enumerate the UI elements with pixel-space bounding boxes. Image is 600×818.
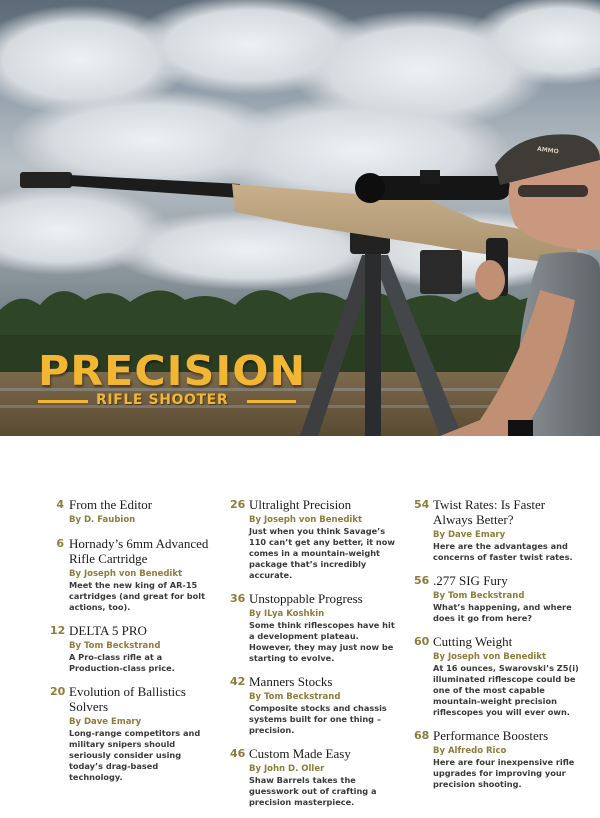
page-number: 26 — [230, 498, 246, 511]
magazine-title — [38, 347, 307, 410]
page-number: 36 — [230, 592, 246, 605]
article-description: Meet the new king of AR-15 cartridges (and great for bolt actions, too). — [69, 580, 206, 612]
page-number: 60 — [414, 635, 430, 648]
article-description: Long-range competitors and military snipers should seriously consider using today’s drag-based technology. — [69, 728, 201, 782]
article-author: By Joseph von Benedikt — [69, 569, 183, 579]
article-title: Unstoppable Progress — [249, 591, 363, 606]
article-title: Evolution of Ballistics Solvers — [69, 684, 186, 714]
article-author: By Dave Emary — [433, 530, 506, 540]
article-description: Shaw Barrels takes the guesswork out of crafting a precision masterpiece. — [249, 775, 377, 807]
article-title: DELTA 5 PRO — [69, 623, 147, 638]
article-author: By Dave Emary — [69, 717, 142, 727]
article-author: By Alfredo Rico — [433, 746, 507, 756]
article-description: At 16 ounces, Swarovski’s Z5(i) illuminated riflescope could be one of the most capable mountain-weight precision riflescopes you will ever own. — [433, 663, 579, 717]
title-precision: PRECISION — [38, 347, 307, 395]
toc-entry[interactable] — [230, 746, 400, 808]
article-title: Custom Made Easy — [249, 746, 351, 761]
article-author: By Tom Beckstrand — [249, 692, 341, 702]
toc-entry[interactable] — [50, 536, 210, 613]
article-description: Just when you think Savage’s 110 can’t get any better, it now comes in a mountain-weight package that’s incredibly accurate. — [249, 526, 395, 580]
page-number: 42 — [230, 675, 246, 688]
page-number: 54 — [414, 498, 430, 511]
article-title: Cutting Weight — [433, 634, 513, 649]
article-title: Performance Boosters — [433, 728, 549, 743]
article-author: By Joseph von Benedikt — [433, 652, 547, 662]
toc-entry[interactable] — [414, 497, 579, 563]
page-number: 6 — [56, 537, 64, 550]
toc-entry[interactable] — [230, 497, 400, 581]
page-number: 56 — [414, 574, 430, 587]
title-rule-left — [38, 400, 88, 403]
toc-entry[interactable] — [230, 591, 400, 664]
article-author: By Tom Beckstrand — [69, 641, 161, 651]
article-title: .277 SIG Fury — [433, 573, 508, 588]
article-description: Some think riflescopes have hit a development plateau. However, they may just now be starting to evolve. — [249, 620, 395, 663]
article-description: Here are four inexpensive rifle upgrades for improving your precision shooting. — [433, 757, 575, 789]
toc-entry[interactable] — [414, 634, 579, 718]
article-description: Here are the advantages and concerns of faster twist rates. — [433, 541, 573, 562]
article-author: By D. Faubion — [69, 515, 136, 525]
article-title: Ultralight Precision — [249, 497, 352, 512]
page-number: 12 — [50, 624, 66, 637]
toc-column-2 — [230, 497, 400, 818]
article-title: From the Editor — [69, 497, 153, 512]
article-description: A Pro-class rifle at a Production-class price. — [69, 652, 175, 673]
toc-entry[interactable] — [50, 623, 210, 674]
toc-entry[interactable] — [414, 573, 579, 624]
toc-entry[interactable] — [50, 684, 210, 783]
title-rule-right — [247, 400, 296, 403]
article-author: By Tom Beckstrand — [433, 591, 525, 601]
article-title: Twist Rates: Is Faster Always Better? — [433, 497, 546, 527]
page-number: 20 — [50, 685, 66, 698]
toc-entry[interactable] — [414, 728, 579, 790]
cap-logo: AMMO — [536, 145, 560, 156]
article-author: By John D. Oller — [249, 764, 325, 774]
toc-entry[interactable] — [50, 497, 210, 526]
toc-entry[interactable] — [230, 674, 400, 736]
article-author: By Joseph von Benedikt — [249, 515, 363, 525]
article-title: Manners Stocks — [249, 674, 333, 689]
article-description: Composite stocks and chassis systems built for one thing – precision. — [249, 703, 387, 735]
toc-column-3 — [414, 497, 579, 800]
title-rifle-shooter: RIFLE SHOOTER — [96, 392, 229, 408]
article-title: Hornady’s 6mm Advanced Rifle Cartridge — [69, 536, 209, 566]
page-number: 4 — [56, 498, 64, 511]
title-sub — [38, 392, 298, 410]
article-description: What’s happening, and where does it go from here? — [433, 602, 572, 623]
page-number: 46 — [230, 747, 246, 760]
article-author: By ILya Koshkin — [249, 609, 325, 619]
page-number: 68 — [414, 729, 430, 742]
toc-column-1 — [50, 497, 210, 793]
